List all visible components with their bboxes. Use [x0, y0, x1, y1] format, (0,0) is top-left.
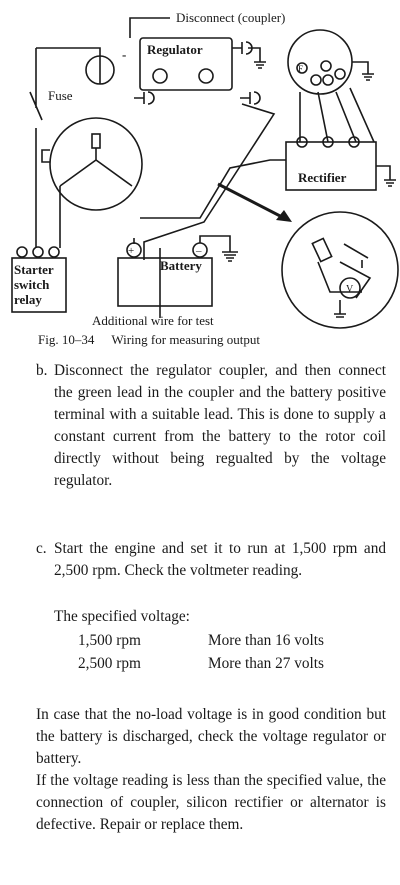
coupler-symbol [134, 92, 154, 104]
spec-row [78, 630, 324, 652]
figure-title: Wiring for measuring output [111, 332, 260, 347]
svg-text:–: – [196, 245, 202, 257]
label-rectifier: Rectifier [298, 170, 347, 185]
label-starter-3: relay [14, 292, 42, 307]
spec-heading: The specified voltage: [54, 608, 190, 625]
coupler-symbol [240, 92, 260, 104]
spec-row [78, 653, 324, 675]
alternator-coil [60, 148, 132, 186]
note-paragraph-1: In case that the no-load voltage is in good condition but the battery is discharged, check the voltage regulator or battery. [36, 706, 386, 767]
label-fuse: Fuse [48, 88, 73, 103]
rotor-assembly [288, 30, 352, 94]
disconnect-leader [130, 18, 170, 38]
switch-contact [42, 150, 50, 162]
ground-symbol [376, 166, 396, 186]
note-paragraph-2: If the voltage reading is less than the specified value, the connection of coupler, silicon rectifier or alternator is defective. Repair or replace them. [36, 772, 386, 833]
ground-symbol [352, 62, 374, 80]
relay-wire [36, 186, 60, 248]
label-additional-wire: Additional wire for test [92, 313, 214, 328]
regulator-terminal [153, 69, 167, 83]
label-regulator: Regulator [147, 42, 203, 57]
figure-number: Fig. 10–34 [38, 332, 95, 347]
svg-text:+: + [128, 245, 135, 257]
step-b-text: Disconnect the regulator coupler, and then connect the green lead in the coupler and the battery positive terminal with a suitable lead. This is done to supply a constant current from the battery to the rotor coil directly without being regualted by the voltage regulator. [54, 362, 386, 489]
spec-voltage: More than 16 volts [208, 632, 324, 649]
spec-rpm: 1,500 rpm [78, 632, 141, 649]
step-b [36, 360, 386, 492]
label-starter-1: Starter [14, 262, 54, 277]
label-battery: Battery [160, 258, 202, 273]
diode-symbol [92, 134, 100, 148]
regulator-terminal [199, 69, 213, 83]
step-c-marker: c. [36, 540, 47, 557]
figure-caption [38, 332, 260, 348]
step-c-text: Start the engine and set it to run at 1,500 rpm and 2,500 rpm. Check the voltmeter reading. [54, 540, 386, 579]
alternator [50, 118, 142, 210]
zoom-arrow [218, 184, 284, 218]
label-disconnect: Disconnect (coupler) [176, 10, 286, 25]
svg-text:V: V [346, 284, 354, 295]
rectifier-wire [300, 88, 374, 142]
label-starter-2: switch [14, 277, 50, 292]
svg-text:-: - [122, 47, 127, 62]
ground-symbol [334, 300, 346, 317]
wiring-diagram [0, 0, 400, 330]
step-b-marker: b. [36, 362, 48, 379]
step-c [36, 538, 386, 582]
magnified-wiring [318, 244, 370, 298]
label-f-terminal: F [298, 64, 304, 74]
diode-symbol [312, 238, 331, 261]
spec-voltage: More than 27 volts [208, 655, 324, 672]
spec-rpm: 2,500 rpm [78, 655, 141, 672]
